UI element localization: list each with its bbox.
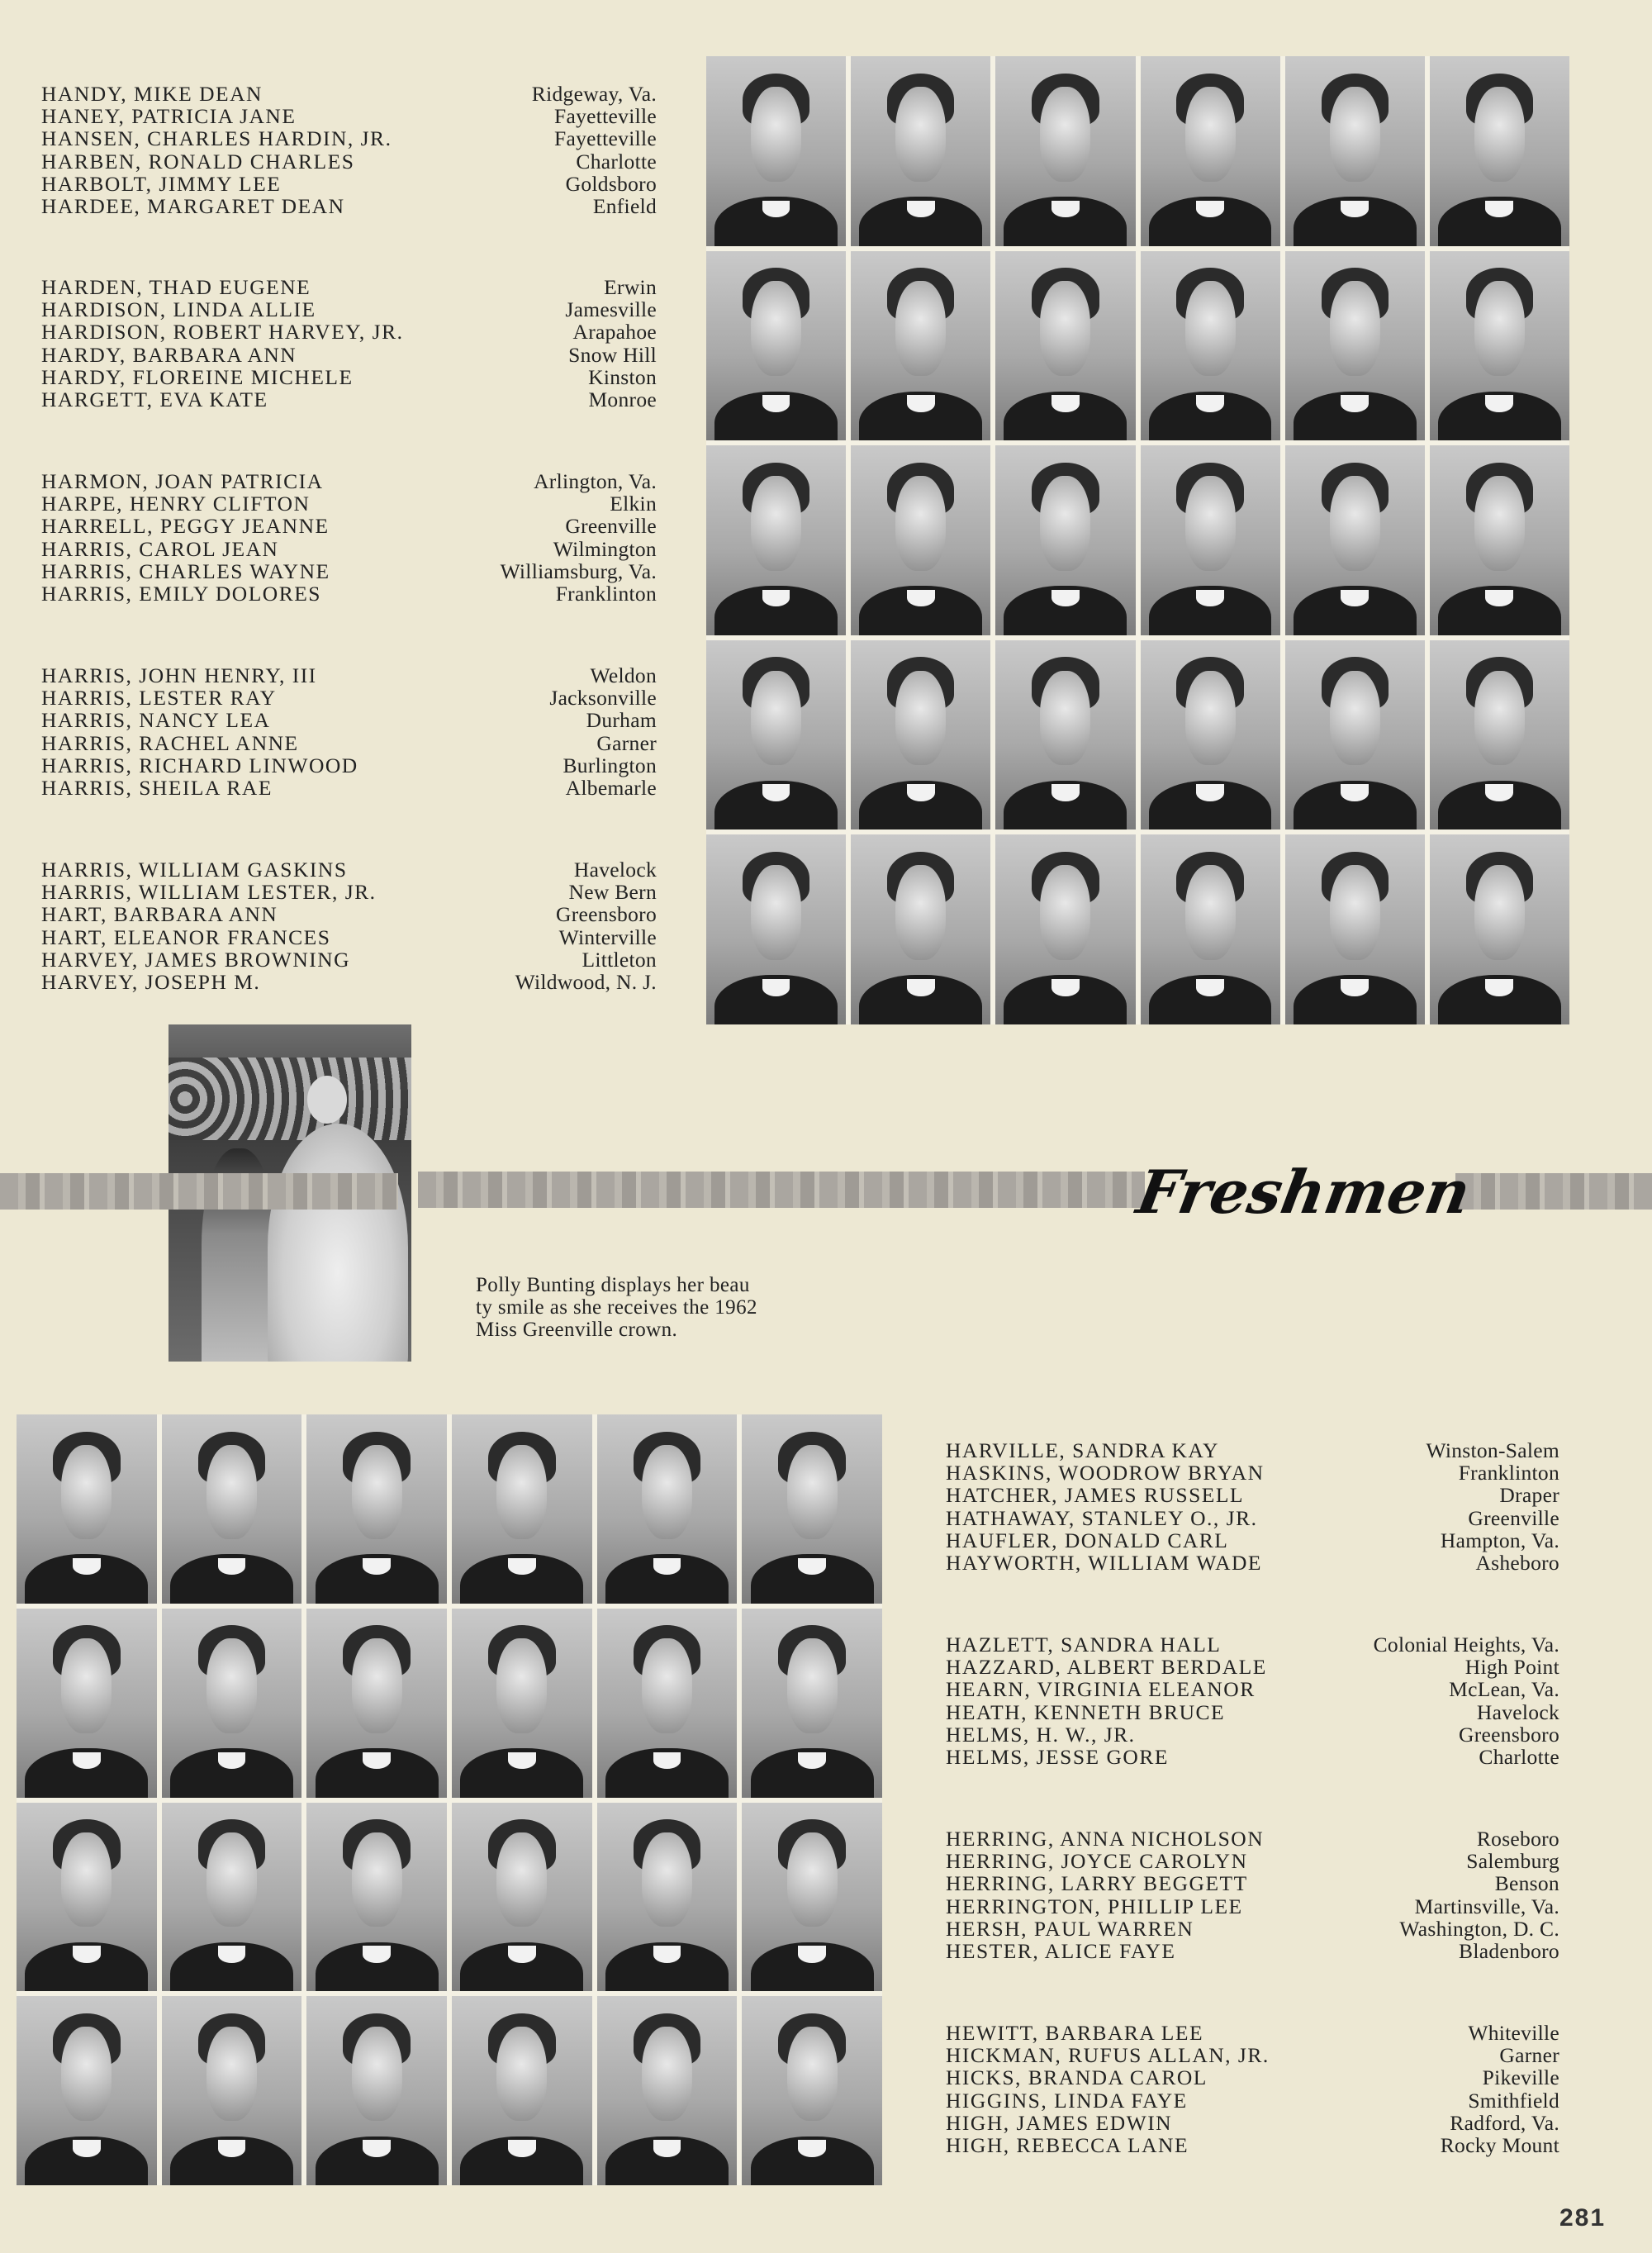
student-portrait (306, 1996, 447, 2185)
student-portrait (452, 1996, 592, 2185)
roster-row (946, 1462, 1559, 1484)
student-name: HAYWORTH, WILLIAM WADE (946, 1551, 1263, 1576)
roster-row (41, 687, 657, 709)
roster-row (41, 150, 657, 173)
hometown: Ridgeway, Va. (531, 82, 657, 106)
student-name: HARRIS, EMILY DOLORES (41, 582, 321, 606)
hometown: Draper (1499, 1483, 1559, 1508)
student-portrait (1141, 251, 1280, 441)
student-portrait (162, 1609, 302, 1798)
hometown: Whiteville (1468, 2021, 1559, 2045)
hometown: Elkin (610, 492, 657, 516)
student-name: HARDEN, THAD EUGENE (41, 275, 311, 299)
roster-row (946, 2044, 1559, 2066)
student-portrait (17, 1609, 157, 1798)
student-name: HARMON, JOAN PATRICIA (41, 469, 324, 493)
roster-row (946, 1872, 1559, 1894)
student-portrait (1285, 251, 1425, 441)
hometown: Weldon (590, 663, 657, 687)
student-name: HARDY, FLOREINE MICHELE (41, 364, 354, 389)
hometown: Rocky Mount (1440, 2133, 1559, 2158)
roster-row (41, 492, 657, 515)
name-list-8 (946, 1828, 1559, 1962)
roster-row (41, 582, 657, 605)
student-portrait (597, 1996, 738, 2185)
caption-line: ty smile as she receives the 1962 (476, 1296, 757, 1319)
student-portrait (706, 445, 846, 635)
student-name: HIGGINS, LINDA FAYE (946, 2088, 1188, 2113)
student-portrait (17, 1803, 157, 1992)
hometown: Havelock (573, 858, 657, 882)
student-name: HANEY, PATRICIA JANE (41, 104, 297, 129)
roster-row (946, 1439, 1559, 1462)
student-name: HARDEE, MARGARET DEAN (41, 194, 345, 219)
student-name: HANDY, MIKE DEAN (41, 82, 263, 106)
hometown: Wildwood, N. J. (515, 970, 657, 995)
student-name: HANSEN, CHARLES HARDIN, JR. (41, 126, 392, 151)
roster-row (41, 388, 657, 411)
student-portrait (1285, 834, 1425, 1024)
student-portrait (995, 834, 1135, 1024)
hometown: Greenville (565, 514, 657, 539)
student-portrait (306, 1609, 447, 1798)
hometown: Goldsboro (565, 171, 657, 196)
hometown: Martinsville, Va. (1414, 1894, 1559, 1918)
student-portrait (851, 251, 990, 441)
student-portrait (1285, 445, 1425, 635)
student-name: HARVILLE, SANDRA KAY (946, 1438, 1219, 1462)
hometown: Greenville (1468, 1505, 1559, 1530)
hometown: Franklinton (555, 582, 657, 606)
roster-row (946, 1940, 1559, 1962)
roster-row (41, 971, 657, 993)
student-name: HEATH, KENNETH BRUCE (946, 1699, 1226, 1724)
student-name: HELMS, H. W., JR. (946, 1722, 1136, 1747)
student-name: HERRING, JOYCE CAROLYN (946, 1849, 1248, 1874)
hometown: Havelock (1476, 1699, 1559, 1724)
roster-row (41, 515, 657, 537)
name-list-4 (41, 664, 657, 799)
hometown: Winterville (558, 924, 657, 949)
hometown: Arlington, Va. (534, 469, 657, 493)
student-name: HASKINS, WOODROW BRYAN (946, 1461, 1265, 1485)
student-portrait (1141, 445, 1280, 635)
roster-row (41, 560, 657, 582)
student-portrait (162, 1414, 302, 1604)
student-portrait (1430, 640, 1569, 830)
student-name: HARRELL, PEGGY JEANNE (41, 514, 330, 539)
hometown: Winston-Salem (1426, 1438, 1559, 1462)
roster-row (946, 1895, 1559, 1918)
roster-row (946, 2112, 1559, 2134)
roster-row (41, 709, 657, 731)
student-portrait (706, 251, 846, 441)
student-name: HATCHER, JAMES RUSSELL (946, 1483, 1245, 1508)
hometown: Burlington (563, 753, 657, 777)
student-portrait (597, 1414, 738, 1604)
hometown: Garner (1499, 2043, 1559, 2068)
student-name: HARRIS, NANCY LEA (41, 708, 271, 733)
student-name: HICKS, BRANDA CAROL (946, 2065, 1208, 2090)
hometown: New Bern (568, 880, 657, 905)
roster-row (41, 948, 657, 971)
roster-row (41, 276, 657, 298)
roster-row (946, 1633, 1559, 1656)
brush-stroke-left (0, 1173, 398, 1210)
roster-row (946, 1850, 1559, 1872)
roster-row (946, 2022, 1559, 2044)
student-portrait (706, 834, 846, 1024)
roster-row (41, 858, 657, 881)
student-portrait (1141, 56, 1280, 246)
hometown: Colonial Heights, Va. (1373, 1633, 1559, 1656)
student-name: HARDISON, LINDA ALLIE (41, 297, 316, 322)
student-portrait (1285, 640, 1425, 830)
student-name: HARVEY, JOSEPH M. (41, 970, 261, 995)
hometown: Erwin (604, 275, 657, 299)
name-list-6 (946, 1439, 1559, 1574)
student-portrait (995, 56, 1135, 246)
hometown: Salemburg (1466, 1849, 1559, 1874)
hometown: High Point (1464, 1655, 1559, 1680)
student-name: HERRING, LARRY BEGGETT (946, 1871, 1248, 1896)
hometown: Albemarle (565, 776, 657, 801)
student-name: HARRIS, RICHARD LINWOOD (41, 753, 358, 777)
roster-row (946, 2066, 1559, 2089)
page-number: 281 (1559, 2204, 1607, 2232)
hometown: Pikeville (1482, 2065, 1559, 2090)
student-portrait (995, 251, 1135, 441)
student-name: HARBEN, RONALD CHARLES (41, 149, 355, 173)
student-name: HARRIS, WILLIAM LESTER, JR. (41, 880, 377, 905)
student-name: HARVEY, JAMES BROWNING (41, 947, 351, 972)
student-name: HARRIS, WILLIAM GASKINS (41, 858, 348, 882)
student-name: HAZZARD, ALBERT BERDALE (946, 1655, 1267, 1680)
hometown: Charlotte (576, 149, 657, 173)
hometown: Greensboro (1459, 1722, 1559, 1747)
student-portrait (995, 445, 1135, 635)
roster-row (41, 903, 657, 925)
roster-row (41, 127, 657, 150)
student-name: HARDISON, ROBERT HARVEY, JR. (41, 320, 404, 345)
hometown: Enfield (592, 194, 657, 219)
name-list-9 (946, 2022, 1559, 2156)
student-portrait (706, 56, 846, 246)
roster-row (41, 344, 657, 366)
student-portrait (306, 1803, 447, 1992)
student-portrait (17, 1414, 157, 1604)
hometown: Greensboro (556, 902, 657, 927)
student-portrait (1430, 445, 1569, 635)
student-portrait (162, 1996, 302, 2185)
hometown: Hampton, Va. (1440, 1528, 1559, 1552)
student-name: HARRIS, JOHN HENRY, III (41, 663, 317, 687)
student-name: HAUFLER, DONALD CARL (946, 1528, 1229, 1552)
student-portrait (851, 834, 990, 1024)
student-name: HARGETT, EVA KATE (41, 387, 268, 412)
upper-portrait-grid (706, 56, 1569, 1024)
student-portrait (597, 1609, 738, 1798)
student-name: HATHAWAY, STANLEY O., JR. (946, 1505, 1258, 1530)
roster-row (946, 1529, 1559, 1552)
section-title: Freshmen (1132, 1157, 1476, 1227)
student-portrait (452, 1609, 592, 1798)
student-portrait (306, 1414, 447, 1604)
roster-row (41, 926, 657, 948)
student-name: HART, BARBARA ANN (41, 902, 278, 927)
student-portrait (17, 1996, 157, 2185)
hometown: Charlotte (1479, 1745, 1559, 1770)
roster-row (41, 173, 657, 195)
hometown: Benson (1494, 1871, 1559, 1896)
student-name: HERRING, ANNA NICHOLSON (946, 1827, 1265, 1851)
roster-row (946, 1723, 1559, 1746)
student-name: HEWITT, BARBARA LEE (946, 2021, 1204, 2045)
student-name: HICKMAN, RUFUS ALLAN, JR. (946, 2043, 1270, 2068)
roster-row (946, 1918, 1559, 1940)
hometown: Jamesville (565, 297, 657, 322)
student-portrait (851, 445, 990, 635)
hometown: Littleton (582, 947, 657, 972)
student-portrait (706, 640, 846, 830)
roster-row (41, 754, 657, 777)
roster-row (41, 105, 657, 127)
photo-caption (476, 1274, 757, 1341)
hometown: Radford, Va. (1450, 2110, 1559, 2135)
student-name: HARRIS, RACHEL ANNE (41, 730, 299, 755)
roster-row (41, 83, 657, 105)
name-list-7 (946, 1633, 1559, 1768)
roster-row (41, 732, 657, 754)
student-name: HARRIS, CAROL JEAN (41, 536, 279, 561)
lower-portrait-grid (17, 1414, 882, 2185)
student-portrait (1141, 834, 1280, 1024)
brush-stroke-middle (418, 1172, 1145, 1208)
student-portrait (995, 640, 1135, 830)
hometown: Arapahoe (572, 320, 657, 345)
hometown: Kinston (588, 364, 657, 389)
hometown: Roseboro (1476, 1827, 1559, 1851)
name-list-5 (41, 858, 657, 993)
student-name: HEARN, VIRGINIA ELEANOR (946, 1677, 1256, 1702)
roster-row (946, 1678, 1559, 1700)
student-portrait (742, 1609, 882, 1798)
brush-stroke-right (1455, 1173, 1652, 1210)
hometown: Jacksonville (549, 686, 657, 711)
student-portrait (452, 1414, 592, 1604)
roster-row (946, 1552, 1559, 1574)
student-portrait (742, 1414, 882, 1604)
student-name: HART, ELEANOR FRANCES (41, 924, 331, 949)
hometown: Wilmington (553, 536, 657, 561)
roster-row (41, 777, 657, 799)
hometown: Garner (596, 730, 657, 755)
hometown: Asheboro (1475, 1551, 1559, 1576)
student-name: HELMS, JESSE GORE (946, 1745, 1169, 1770)
name-list-3 (41, 470, 657, 605)
roster-row (41, 470, 657, 492)
student-name: HARPE, HENRY CLIFTON (41, 492, 311, 516)
student-name: HERSH, PAUL WARREN (946, 1916, 1194, 1941)
student-name: HARRIS, CHARLES WAYNE (41, 558, 330, 583)
student-name: HERRINGTON, PHILLIP LEE (946, 1894, 1243, 1918)
student-name: HARDY, BARBARA ANN (41, 342, 297, 367)
student-name: HAZLETT, SANDRA HALL (946, 1633, 1222, 1656)
student-portrait (851, 640, 990, 830)
student-name: HIGH, JAMES EDWIN (946, 2110, 1173, 2135)
hometown: Washington, D. C. (1399, 1916, 1559, 1941)
student-portrait (1141, 640, 1280, 830)
student-name: HARRIS, LESTER RAY (41, 686, 277, 711)
student-portrait (851, 56, 990, 246)
roster-row (946, 1701, 1559, 1723)
student-portrait (452, 1803, 592, 1992)
roster-row (946, 1656, 1559, 1678)
student-name: HARBOLT, JIMMY LEE (41, 171, 282, 196)
name-list-1 (41, 83, 657, 217)
student-portrait (162, 1803, 302, 1992)
caption-line: Miss Greenville crown. (476, 1319, 678, 1341)
student-portrait (742, 1803, 882, 1992)
student-portrait (597, 1803, 738, 1992)
roster-row (41, 321, 657, 343)
student-portrait (1430, 834, 1569, 1024)
roster-row (946, 1746, 1559, 1768)
student-portrait (1285, 56, 1425, 246)
student-portrait (1430, 251, 1569, 441)
hometown: Fayetteville (554, 126, 657, 151)
roster-row (946, 2134, 1559, 2156)
hometown: Smithfield (1468, 2088, 1559, 2113)
roster-row (41, 366, 657, 388)
roster-row (41, 664, 657, 687)
caption-line: Polly Bunting displays her beau (476, 1274, 750, 1296)
student-name: HESTER, ALICE FAYE (946, 1939, 1176, 1964)
hometown: McLean, Va. (1449, 1677, 1559, 1702)
hometown: Franklinton (1458, 1461, 1559, 1485)
hometown: Snow Hill (568, 342, 657, 367)
student-portrait (1430, 56, 1569, 246)
student-portrait (742, 1996, 882, 2185)
hometown: Williamsburg, Va. (500, 558, 657, 583)
student-name: HARRIS, SHEILA RAE (41, 776, 273, 801)
roster-row (41, 195, 657, 217)
roster-row (946, 1507, 1559, 1529)
hometown: Monroe (588, 387, 657, 412)
name-list-2 (41, 276, 657, 411)
student-name: HIGH, REBECCA LANE (946, 2133, 1189, 2158)
roster-row (946, 1828, 1559, 1850)
hometown: Bladenboro (1459, 1939, 1559, 1964)
roster-row (41, 881, 657, 903)
roster-row (946, 2089, 1559, 2112)
hometown: Durham (586, 708, 657, 733)
hometown: Fayetteville (554, 104, 657, 129)
roster-row (41, 298, 657, 321)
roster-row (946, 1484, 1559, 1506)
roster-row (41, 538, 657, 560)
